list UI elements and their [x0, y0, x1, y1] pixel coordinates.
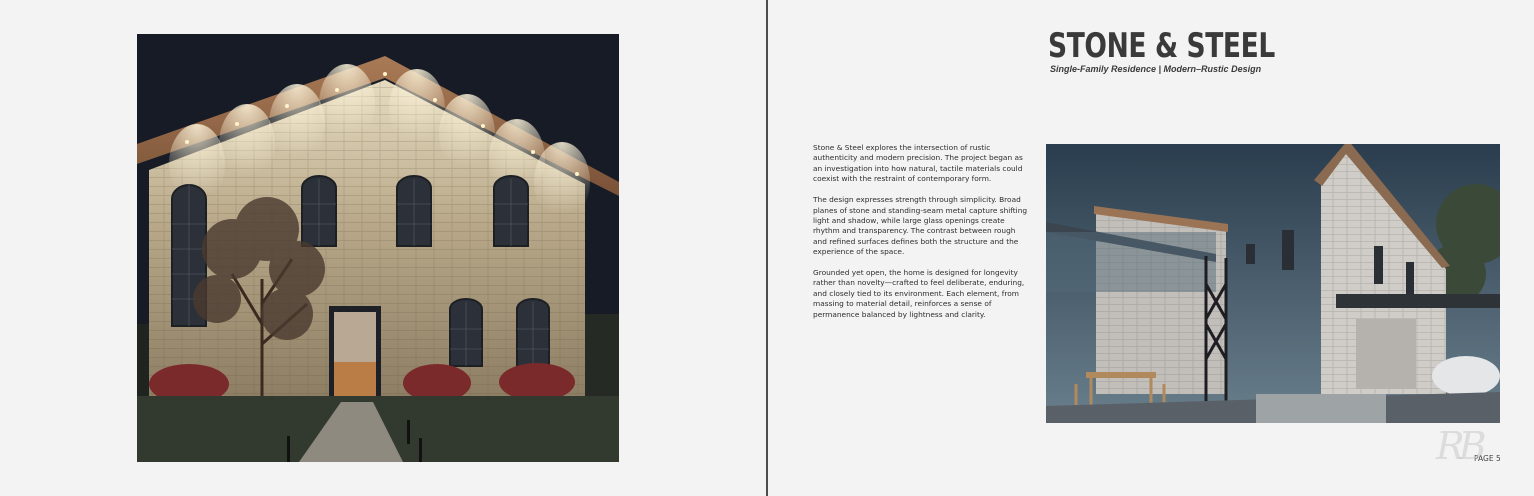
page-title: STONE & STEEL [1048, 26, 1275, 66]
paragraph-3: Grounded yet open, the home is designed for longevity rather than novelty—crafted to feel deliberate, enduring, and closely tied to its environment. Each element, from massing to material detail, reinforces a sense of permanence balanced by lightness and clarity. [813, 268, 1025, 319]
page-number: PAGE 5 [1474, 454, 1501, 463]
logo-watermark: RB [1436, 424, 1481, 468]
body-text [813, 143, 1031, 331]
patio-render [1046, 144, 1500, 423]
paragraph-1: Stone & Steel explores the intersection of rustic authenticity and modern precision. The project began as an investigation into how natural, tactile materials could coexist with the restraint of contemporary form. [813, 143, 1023, 184]
night-facade-render [137, 34, 619, 462]
paragraph-2: The design expresses strength through simplicity. Broad planes of stone and standing-seam metal capture shifting light and shadow, while large glass openings create rhythm and transparency. The contrast between rough and refined surfaces defines both the structure and the experience of the space. [813, 195, 1028, 257]
page-subtitle: Single-Family Residence | Modern–Rustic Design [1050, 64, 1262, 74]
